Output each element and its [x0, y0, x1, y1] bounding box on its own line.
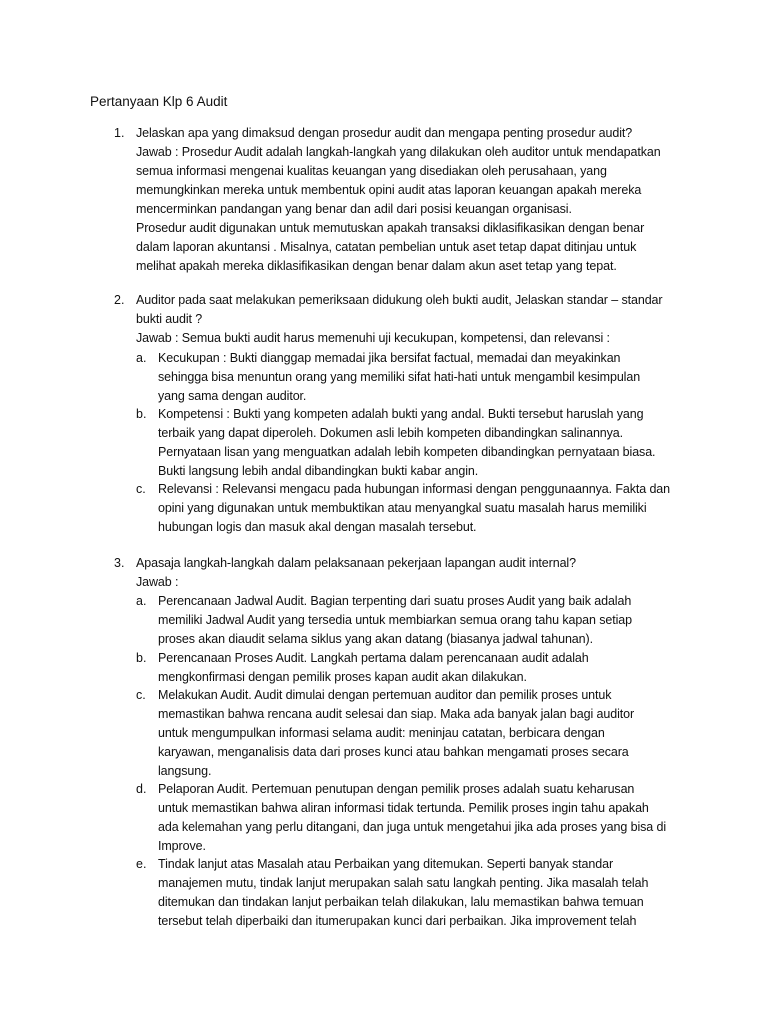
document-title: Pertanyaan Klp 6 Audit [90, 94, 228, 109]
list-item-line: Kompetensi : Bukti yang kompeten adalah bukti yang andal. Bukti tersebut haruslah yang [158, 407, 644, 421]
question-1-number: 1. [114, 126, 125, 140]
list-marker: e. [136, 857, 147, 871]
question-1-text: Jelaskan apa yang dimaksud dengan prosedur audit dan mengapa penting prosedur audit? [136, 126, 633, 140]
answer-1-line: memungkinkan mereka untuk membentuk opini audit atas laporan keuangan apakah mereka [136, 183, 642, 197]
list-item-line: karyawan, menganalisis data dari proses kunci atau bahkan mengamati proses secara [158, 745, 629, 759]
question-2-text: bukti audit ? [136, 312, 203, 326]
list-item-line: Improve. [158, 839, 206, 853]
list-item-line: ada kelemahan yang perlu ditangani, dan juga untuk mengetahui jika ada proses yang bisa di [158, 820, 667, 834]
list-item-line: Perencanaan Proses Audit. Langkah pertama dalam perencanaan audit adalah [158, 651, 589, 665]
list-marker: c. [136, 688, 146, 702]
list-item-line: Bukti langsung lebih andal dibandingkan bukti kabar angin. [158, 464, 479, 478]
list-item-line: tersebut telah diperbaiki dan itumerupakan kunci dari perbaikan. Jika improvement telah [158, 914, 637, 928]
answer-1-line: mencerminkan pandangan yang benar dan adil dari posisi keuangan organisasi. [136, 202, 572, 216]
list-marker: b. [136, 651, 147, 665]
question-2-text: Auditor pada saat melakukan pemeriksaan didukung oleh bukti audit, Jelaskan standar – standar [136, 293, 663, 307]
answer-3-intro: Jawab : [136, 575, 179, 589]
list-marker: b. [136, 407, 147, 421]
list-item-line: Pernyataan lisan yang menguatkan adalah lebih kompeten dibandingkan pernyataan biasa. [158, 445, 656, 459]
list-item-line: hubungan logis dan masuk akal dengan masalah tersebut. [158, 520, 477, 534]
list-marker: d. [136, 782, 147, 796]
list-item-line: memastikan bahwa rencana audit selesai dan siap. Maka ada banyak jalan bagi auditor [158, 707, 635, 721]
list-marker: a. [136, 594, 147, 608]
answer-1-line: melihat apakah mereka diklasifikasikan dengan benar dalam akun aset tetap yang tepat. [136, 259, 617, 273]
list-marker: a. [136, 351, 147, 365]
list-item-line: Kecukupan : Bukti dianggap memadai jika bersifat factual, memadai dan meyakinkan [158, 351, 621, 365]
list-item-line: untuk memastikan bahwa aliran informasi tidak tertunda. Pemilik proses ingin tahu apakah [158, 801, 649, 815]
list-item-line: memiliki Jadwal Audit yang tersedia untuk membiarkan semua orang tahu kapan setiap [158, 613, 633, 627]
answer-1-line: semua informasi mengenai kualitas keuangan yang disediakan oleh perusahaan, yang [136, 164, 607, 178]
list-item-line: Pelaporan Audit. Pertemuan penutupan dengan pemilik proses adalah suatu keharusan [158, 782, 635, 796]
list-item-line: Tindak lanjut atas Masalah atau Perbaikan yang ditemukan. Seperti banyak standar [158, 857, 614, 871]
question-3-number: 3. [114, 556, 125, 570]
question-2-number: 2. [114, 293, 125, 307]
list-item-line: langsung. [158, 764, 212, 778]
answer-2-intro: Jawab : Semua bukti audit harus memenuhi uji kecukupan, kompetensi, dan relevansi : [136, 331, 610, 345]
list-item-line: Relevansi : Relevansi mengacu pada hubungan informasi dengan penggunaannya. Fakta dan [158, 482, 671, 496]
list-item-line: ditemukan dan tindakan lanjut perbaikan telah dilakukan, lalu memastikan bahwa temuan [158, 895, 644, 909]
list-item-line: proses akan diaudit selama siklus yang akan datang (biasanya jadwal tahunan). [158, 632, 593, 646]
question-3-text: Apasaja langkah-langkah dalam pelaksanaan pekerjaan lapangan audit internal? [136, 556, 576, 570]
answer-1-line: Jawab : Prosedur Audit adalah langkah-langkah yang dilakukan oleh auditor untuk mendapatkan [136, 145, 661, 159]
list-item-line: opini yang digunakan untuk membuktikan atau menyangkal suatu masalah harus memiliki [158, 501, 647, 515]
answer-1-line: Prosedur audit digunakan untuk memutuskan apakah transaksi diklasifikasikan dengan benar [136, 221, 645, 235]
list-item-line: sehingga bisa menuntun orang yang memiliki sifat hati-hati untuk mengambil kesimpulan [158, 370, 641, 384]
list-item-line: Melakukan Audit. Audit dimulai dengan pertemuan auditor dan pemilik proses untuk [158, 688, 612, 702]
list-item-line: untuk mengumpulkan informasi selama audit: meninjau catatan, berbicara dengan [158, 726, 605, 740]
list-item-line: Perencanaan Jadwal Audit. Bagian terpenting dari suatu proses Audit yang baik adalah [158, 594, 632, 608]
list-item-line: manajemen mutu, tindak lanjut merupakan salah satu langkah penting. Jika masalah telah [158, 876, 649, 890]
list-marker: c. [136, 482, 146, 496]
list-item-line: yang sama dengan auditor. [158, 389, 307, 403]
answer-1-line: dalam laporan akuntansi . Misalnya, catatan pembelian untuk aset tetap dapat ditinjau untuk [136, 240, 637, 254]
list-item-line: mengkonfirmasi dengan pemilik proses kapan audit akan dilakukan. [158, 670, 527, 684]
list-item-line: terbaik yang dapat diperoleh. Dokumen asli lebih kompeten dibandingkan salinannya. [158, 426, 624, 440]
